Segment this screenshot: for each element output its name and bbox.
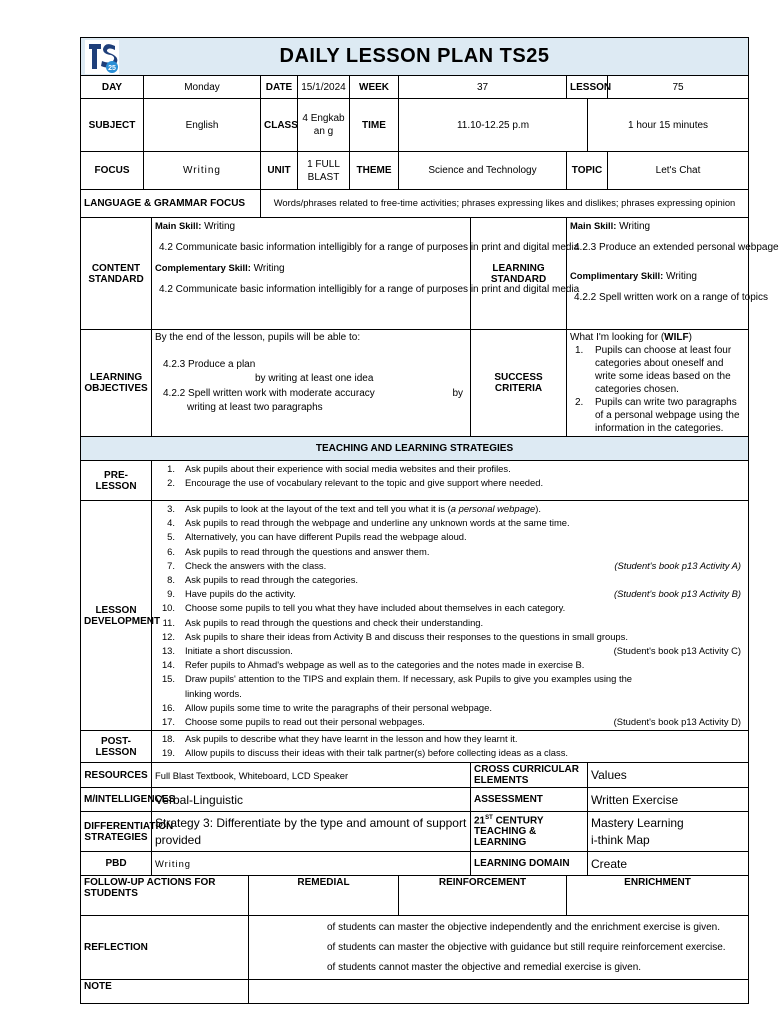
differentiation-value: Strategy 3: Differentiate by the type and amount of support provided [152,812,471,852]
strategies-header-row [81,437,749,461]
cs-main-code: 4.2 Communicate basic information intelligibly for a range of purposes in print and digital media [159,241,580,253]
day-value: Monday [144,76,261,99]
date-label: DATE [261,76,298,99]
lesson-plan-table [80,37,779,1004]
ts25-logo-icon [85,40,119,74]
ls-main-label: Main Skill: [570,220,617,231]
theme-value: Science and Technology [399,152,567,190]
ls-main-skill: Writing [619,221,651,232]
assessment-label: ASSESSMENT [471,788,588,812]
intelligences-value: Verbal-Linguistic [152,788,471,812]
step-item: 2. Encourage the use of vocabulary relevant to the topic and give support where needed. [167,477,544,489]
objective-2b: writing at least two paragraphs [187,402,323,413]
cs-main-skill: Writing [204,221,236,232]
pbd-label: PBD [81,852,152,876]
criterion-number: 2. [575,397,584,408]
standards-row [81,218,749,330]
objective-1: 4.2.3 Produce a plan [163,358,256,370]
post-lesson-row [81,731,749,763]
objectives-body [152,330,471,437]
week-label: WEEK [350,76,399,99]
objectives-row [81,330,749,437]
objective-2: 4.2.2 Spell written work with moderate accuracy [163,387,375,399]
topic-value: Let's Chat [608,152,749,190]
note-value[interactable] [249,980,749,1004]
time-label: TIME [350,99,399,152]
page-title: DAILY LESSON PLAN TS25 [279,45,550,67]
step-item: 11. Ask pupils to read through the questions and check their understanding. [162,616,484,628]
focus-value: Writing [144,152,261,190]
learning-standard-body [567,218,779,330]
differentiation-row [81,812,749,852]
enrichment-label: ENRICHMENT [567,876,749,916]
theme-label: THEME [350,152,399,190]
focus-row [81,152,749,190]
step-item: 10. Choose some pupils to tell you what they have included about themselves in each category. [161,602,566,614]
lesson-value: 75 [608,76,749,99]
focus-label: FOCUS [81,152,144,190]
header-row [81,38,749,76]
step-item: 19. Allow pupils to discuss their ideas with their talk partner(s) before collecting ideas as a class. [161,747,568,759]
century-label: 21ST CENTURY TEACHING & LEARNING [471,812,588,852]
remedial-label: REMEDIAL [249,876,399,916]
day-row [81,76,749,99]
duration-value: 1 hour 15 minutes [588,99,749,152]
pre-lesson-label: PRE-LESSON [81,461,152,501]
grammar-value: Words/phrases related to free-time activities; phrases expressing likes and dislikes; phrases expressing opinion [261,190,749,218]
followup-row [81,876,749,916]
followup-label: FOLLOW-UP ACTIONS FOR STUDENTS [81,876,249,916]
step-item: 7. Check the answers with the class. (Student's book p13 Activity A) [155,559,745,573]
activity-reference: (Student's book p13 Activity D) [613,716,742,728]
differentiation-label: DIFFERENTIATION STRATEGIES [81,812,152,852]
lesson-development-label: LESSON DEVELOPMENT [81,501,152,731]
date-value: 15/1/2024 [298,76,350,99]
intelligences-row [81,788,749,812]
step-item: 17. Choose some pupils to read out their personal webpages. (Student's book p13 Activity D) [155,715,745,729]
step-item: 9. Have pupils do the activity. (Student's book p13 Activity B) [155,587,745,601]
ls-comp-label: Complimentary Skill: [570,270,664,281]
post-lesson-steps [155,732,745,760]
step-item: 18. Ask pupils to describe what they have learnt in the lesson and how they learnt it. [161,733,518,745]
lesson-development-steps [155,502,745,729]
objectives-intro: By the end of the lesson, pupils will be able to: [155,332,361,343]
post-lesson-label: POST-LESSON [81,731,152,763]
step-item: 6. Ask pupils to read through the questions and answer them. [167,545,430,557]
day-label: DAY [81,76,144,99]
pbd-row [81,852,749,876]
pbd-value: Writing [152,852,471,876]
objectives-label: LEARNING OBJECTIVES [81,330,152,437]
activity-reference: (Student's book p13 Activity B) [614,588,742,600]
reflection-label: REFLECTION [81,916,249,980]
lesson-label: LESSON [567,76,608,99]
step-item: 12. Ask pupils to share their ideas from Activity B and discuss their responses to the questions in small groups. [161,630,628,642]
unit-label: UNIT [261,152,298,190]
activity-reference: (Student's book p13 Activity A) [614,559,742,571]
resources-value: Full Blast Textbook, Whiteboard, LCD Speaker [152,763,471,788]
step-item: 14. Refer pupils to Ahmad's webpage as well as to the categories and the notes made in exercise B. [161,659,585,671]
reflection-line: of students can master the objective independently and the enrichment exercise is given. [327,921,721,933]
ls-comp-skill: Writing [666,271,697,282]
learning-domain-value: Create [588,852,749,876]
step-item: 3. Ask pupils to look at the layout of the text and tell you what it is (a personal webpage). [167,503,541,514]
success-intro-bold: WILF [664,332,689,343]
success-label: SUCCESS CRITERIA [471,330,567,437]
activity-reference: (Student's book p13 Activity C) [613,645,742,657]
step-item: 5. Alternatively, you can have different Pupils read the webpage aloud. [167,531,467,543]
step-item: 1. Ask pupils about their experience with social media websites and their profiles. [167,463,511,474]
cce-label: CROSS CURRICULAR ELEMENTS [471,763,588,788]
intelligences-label: M/INTELLIGENCES [81,788,152,812]
criterion-text: Pupils can write two paragraphs of a personal webpage using the information in the categories. [595,397,740,434]
step-item: 8. Ask pupils to read through the categories. [167,574,359,586]
step-item: linking words. [185,687,242,699]
subject-label: SUBJECT [81,99,144,152]
pre-lesson-steps [155,462,745,490]
reflection-line: of students cannot master the objective and remedial exercise is given. [327,961,642,973]
assessment-value: Written Exercise [588,788,749,812]
ls-comp-code: 4.2.2 Spell written work on a range of topics [574,291,768,303]
note-row [81,980,749,1004]
subject-row [81,99,749,152]
step-item: 13. Initiate a short discussion. (Student's book p13 Activity C) [155,644,745,658]
strategies-title: TEACHING AND LEARNING STRATEGIES [81,437,749,461]
objective-1b: by writing at least one idea [255,373,374,384]
success-intro-post: ) [688,332,692,343]
subject-value: English [144,99,261,152]
success-intro-pre: What I'm looking for ( [570,332,665,343]
cs-comp-code: 4.2 Communicate basic information intelligibly for a range of purposes in print and digital media [159,283,580,295]
cce-value: Values [588,763,749,788]
grammar-label: LANGUAGE & GRAMMAR FOCUS [81,190,261,218]
reinforcement-label: REINFORCEMENT [399,876,567,916]
century-value: Mastery Learning i-think Map [588,812,749,852]
objective-2-by: by [452,387,463,399]
step-item: 16. Allow pupils some time to write the paragraphs of their personal webpage. [161,701,492,713]
cs-comp-skill: Writing [253,263,285,274]
class-value: 4 Engkaban g [298,99,350,152]
criterion-text: Pupils can choose at least four categories about oneself and write some ideas based on the categories chosen. [595,345,732,395]
learning-domain-label: LEARNING DOMAIN [471,852,588,876]
class-label: CLASS [261,99,298,152]
note-label: NOTE [81,980,249,1004]
step-item: 15. Draw pupils' attention to the TIPS and explain them. If necessary, ask Pupils to give you examples using the [161,673,632,685]
time-value: 11.10-12.25 p.m [399,99,588,152]
resources-label: RESOURCES [81,763,152,788]
content-standard-label: CONTENT STANDARD [81,218,152,330]
pre-lesson-row [81,461,749,501]
learning-standard-label: LEARNING STANDARD [471,218,567,330]
reflection-row [81,916,749,980]
criterion-number: 1. [575,345,584,356]
ls-main-code: 4.2.3 Produce an extended personal webpage [574,241,779,253]
unit-value: 1 FULL BLAST [298,152,350,190]
reflection-line: of students can master the objective with guidance but still require reinforcement exercise. [327,941,726,953]
step-item: 4. Ask pupils to read through the webpage and underline any unknown words at the same time. [167,517,570,529]
grammar-row [81,190,749,218]
reflection-body [249,916,749,980]
week-value: 37 [399,76,567,99]
cs-main-label: Main Skill: [155,220,202,231]
resources-row [81,763,749,788]
success-body [567,330,749,437]
cs-comp-label: Complementary Skill: [155,262,251,273]
lesson-development-row [81,501,749,731]
topic-label: TOPIC [567,152,608,190]
logo-text: 25 [108,65,116,72]
